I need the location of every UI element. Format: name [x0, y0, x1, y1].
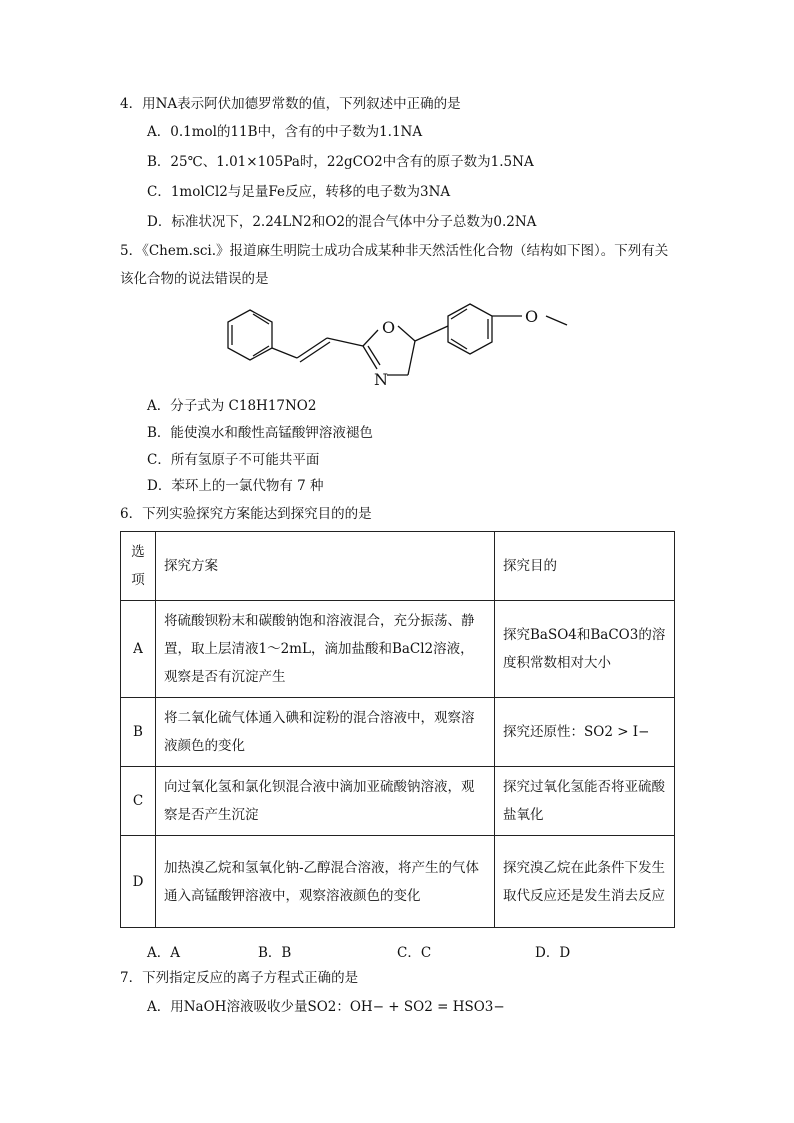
methoxy-oxygen-label: O [525, 307, 539, 326]
row-goal: 探究还原性：SO2 > I− [495, 698, 675, 767]
q7-option-a: A．用NaOH溶液吸收少量SO2：OH− + SO2 = HSO3− [147, 999, 505, 1015]
row-goal: 探究过氧化氢能否将亚硫酸盐氧化 [495, 767, 675, 836]
row-goal: 探究溴乙烷在此条件下发生取代反应还是发生消去反应 [495, 836, 675, 928]
q5-option-d: D．苯环上的一氯代物有 7 种 [147, 478, 324, 494]
q6-answer-a: A．A [147, 945, 180, 961]
row-plan: 加热溴乙烷和氢氧化钠-乙醇混合溶液，将产生的气体通入高锰酸钾溶液中，观察溶液颜色的变化 [156, 836, 495, 928]
q4-option-b: B．25℃、1.01×105Pa时，22gCO2中含有的原子数为1.5NA [147, 154, 534, 170]
row-plan: 将硫酸钡粉末和碳酸钠饱和溶液混合，充分振荡、静置，取上层清液1～2mL，滴加盐酸和BaCl2溶液，观察是否有沉淀产生 [156, 601, 495, 698]
q5-option-c: C．所有氢原子不可能共平面 [147, 452, 320, 468]
row-plan: 向过氧化氢和氯化钡混合液中滴加亚硫酸钠溶液，观察是否产生沉淀 [156, 767, 495, 836]
table-row [121, 601, 675, 698]
row-option: C [121, 767, 156, 836]
double-bond [297, 338, 327, 358]
molecule-structure [222, 296, 574, 390]
row-option: A [121, 601, 156, 698]
benzene-ring-left [228, 310, 272, 360]
experiment-table [120, 531, 675, 928]
row-option: B [121, 698, 156, 767]
ring-oxygen-label: O [382, 318, 396, 337]
q4-option-d: D．标准状况下，2.24LN2和O2的混合气体中分子总数为0.2NA [147, 214, 537, 230]
header-option: 选项 [121, 532, 156, 601]
table-row [121, 698, 675, 767]
q5-option-b: B．能使溴水和酸性高锰酸钾溶液褪色 [147, 425, 373, 441]
row-option: D [121, 836, 156, 928]
q7-stem: 7．下列指定反应的离子方程式正确的是 [120, 970, 359, 986]
benzene-ring-right [448, 304, 492, 354]
q5-stem-line1: 5．《Chem.sci.》报道麻生明院士成功合成某种非天然活性化合物（结构如下图）。下列有关 [120, 243, 669, 259]
table-header-row [121, 532, 675, 601]
header-plan: 探究方案 [156, 532, 495, 601]
header-goal: 探究目的 [495, 532, 675, 601]
q4-option-c: C．1molCl2与足量Fe反应，转移的电子数为3NA [147, 184, 451, 200]
q6-answer-c: C．C [397, 945, 432, 961]
q4-option-a: A．0.1mol的11B中，含有的中子数为1.1NA [147, 124, 423, 140]
table-row [121, 767, 675, 836]
q6-answers [147, 941, 597, 961]
row-goal: 探究BaSO4和BaCO3的溶度积常数相对大小 [495, 601, 675, 698]
q5-stem-line2: 该化合物的说法错误的是 [120, 271, 269, 287]
q6-stem: 6．下列实验探究方案能达到探究目的的是 [120, 506, 372, 522]
row-plan: 将二氧化硫气体通入碘和淀粉的混合溶液中，观察溶液颜色的变化 [156, 698, 495, 767]
q6-answer-d: D．D [535, 945, 571, 961]
ring-nitrogen-label: N [374, 370, 388, 389]
q6-answer-b: B．B [258, 945, 292, 961]
table-row [121, 836, 675, 928]
q4-stem: 4．用NA表示阿伏加德罗常数的值，下列叙述中正确的是 [120, 96, 461, 112]
q5-option-a: A．分子式为 C18H17NO2 [147, 398, 317, 414]
